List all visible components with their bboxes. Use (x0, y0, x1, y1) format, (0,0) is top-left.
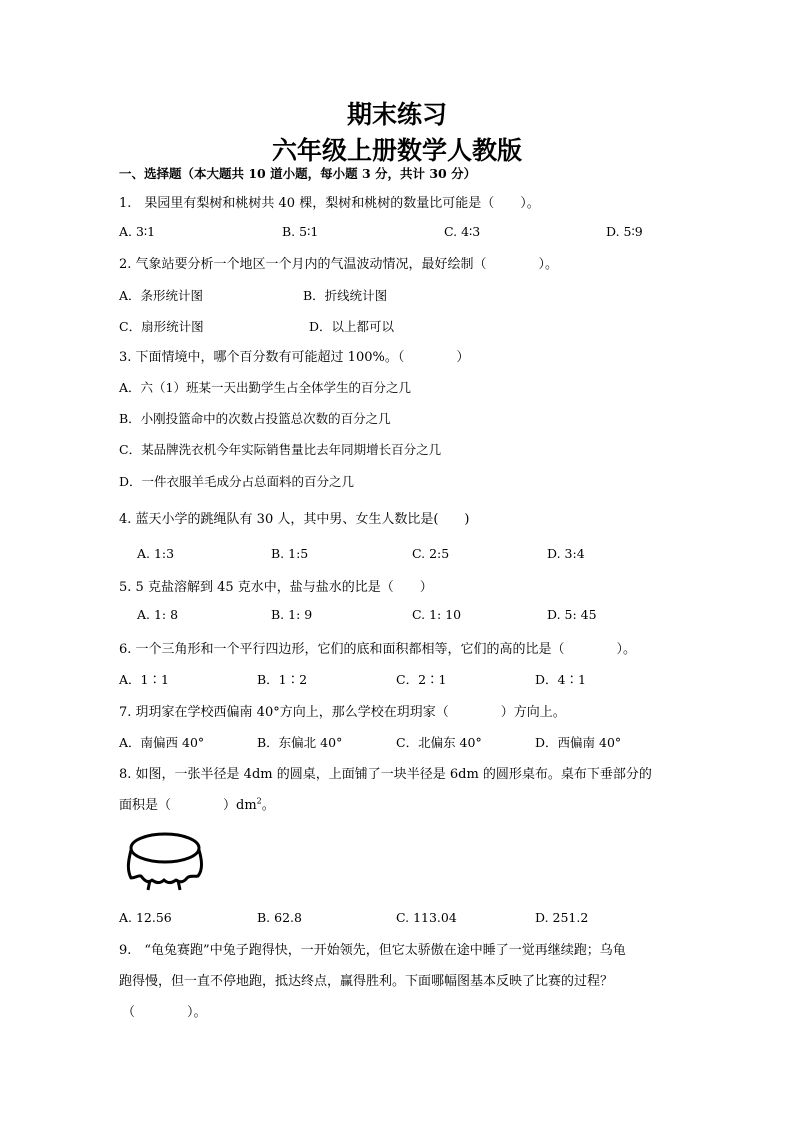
question-6-option-b: B．1∶2 (257, 672, 308, 687)
page-subtitle: 六年级上册数学人教版 (271, 136, 522, 165)
question-8-option-d: D. 251.2 (535, 910, 589, 925)
question-9-stem-line-3: （ ）。 (122, 1005, 207, 1020)
question-7-option-a: A．南偏西 40° (119, 735, 205, 750)
question-7-option-b: B．东偏北 40° (257, 735, 343, 750)
question-4-option-b: B. 1:5 (271, 546, 309, 561)
question-8-option-b: B. 62.8 (257, 910, 302, 925)
question-6-option-d: D．4∶1 (535, 672, 586, 687)
question-4-option-c: C. 2:5 (412, 546, 450, 561)
question-3-option-c: C．某品牌洗衣机今年实际销售量比去年同期增长百分之几 (119, 442, 442, 457)
question-6-option-c: C．2∶1 (396, 672, 447, 687)
question-9-stem-line-1: 9. “龟兔赛跑”中兔子跑得快，一开始领先，但它太骄傲在途中睡了一觉再继续跑；乌龟 (119, 943, 626, 958)
question-1-option-c: C. 4∶3 (444, 224, 481, 239)
question-2-option-b: B．折线统计图 (303, 288, 388, 303)
question-9-stem-line-2: 跑得慢，但一直不停地跑，抵达终点，赢得胜利。下面哪幅图基本反映了比赛的过程？ (119, 974, 614, 989)
question-2-option-d: D．以上都可以 (309, 319, 395, 334)
question-2-option-a: A．条形统计图 (119, 288, 204, 303)
question-8-stem-line-1: 8. 如图，一张半径是 4dm 的圆桌，上面铺了一块半径是 6dm 的圆形桌布。桌布下垂部分的 (119, 767, 652, 782)
question-2-option-c: C．扇形统计图 (119, 319, 204, 334)
question-5-option-b: B. 1: 9 (271, 607, 313, 622)
question-3-option-a: A．六（1）班某一天出勤学生占全体学生的百分之几 (119, 380, 411, 395)
section-heading: 一、选择题（本大题共 10 道小题，每小题 3 分，共计 30 分） (119, 166, 477, 181)
page-title: 期末练习 (346, 100, 447, 129)
question-1-option-b: B. 5∶1 (282, 224, 319, 239)
question-3-option-d: D．一件衣服羊毛成分占总面料的百分之几 (119, 474, 355, 489)
question-4-stem: 4. 蓝天小学的跳绳队有 30 人，其中男、女生人数比是( ) (119, 512, 470, 527)
question-8-stem-line-2: 面积是（ ）$dm^2$。 (119, 796, 275, 813)
question-8-option-a: A. 12.56 (119, 910, 172, 925)
round-table-figure (124, 828, 210, 892)
question-5-option-a: A. 1: 8 (137, 607, 179, 622)
question-1-stem: 1. 果园里有梨树和桃树共 40 棵，梨树和桃树的数量比可能是（ ）。 (119, 196, 540, 211)
question-6-option-a: A．1∶1 (119, 672, 169, 687)
question-3-stem: 3. 下面情境中，哪个百分数有可能超过 100%。（ ） (119, 350, 470, 365)
question-7-stem: 7. 玥玥家在学校西偏南 40°方向上，那么学校在玥玥家（ ）方向上。 (119, 705, 566, 720)
question-4-option-a: A. 1:3 (137, 546, 175, 561)
question-7-option-d: D．西偏南 40° (535, 735, 622, 750)
question-1-option-d: D. 5∶9 (606, 224, 643, 239)
question-4-option-d: D. 3:4 (547, 546, 585, 561)
question-5-option-d: D. 5: 45 (547, 607, 597, 622)
question-7-option-c: C．北偏东 40° (396, 735, 482, 750)
question-3-option-b: B．小刚投篮命中的次数占投篮总次数的百分之几 (119, 411, 391, 426)
question-6-stem: 6. 一个三角形和一个平行四边形，它们的底和面积都相等，它们的高的比是（ ）。 (119, 642, 637, 657)
question-2-stem: 2. 气象站要分析一个地区一个月内的气温波动情况，最好绘制（ ）。 (119, 257, 559, 272)
question-5-option-c: C. 1: 10 (412, 607, 462, 622)
question-5-stem: 5. 5 克盐溶解到 45 克水中，盐与盐水的比是（ ） (119, 580, 433, 595)
question-8-option-c: C. 113.04 (396, 910, 457, 925)
question-1-option-a: A. 3∶1 (119, 224, 156, 239)
